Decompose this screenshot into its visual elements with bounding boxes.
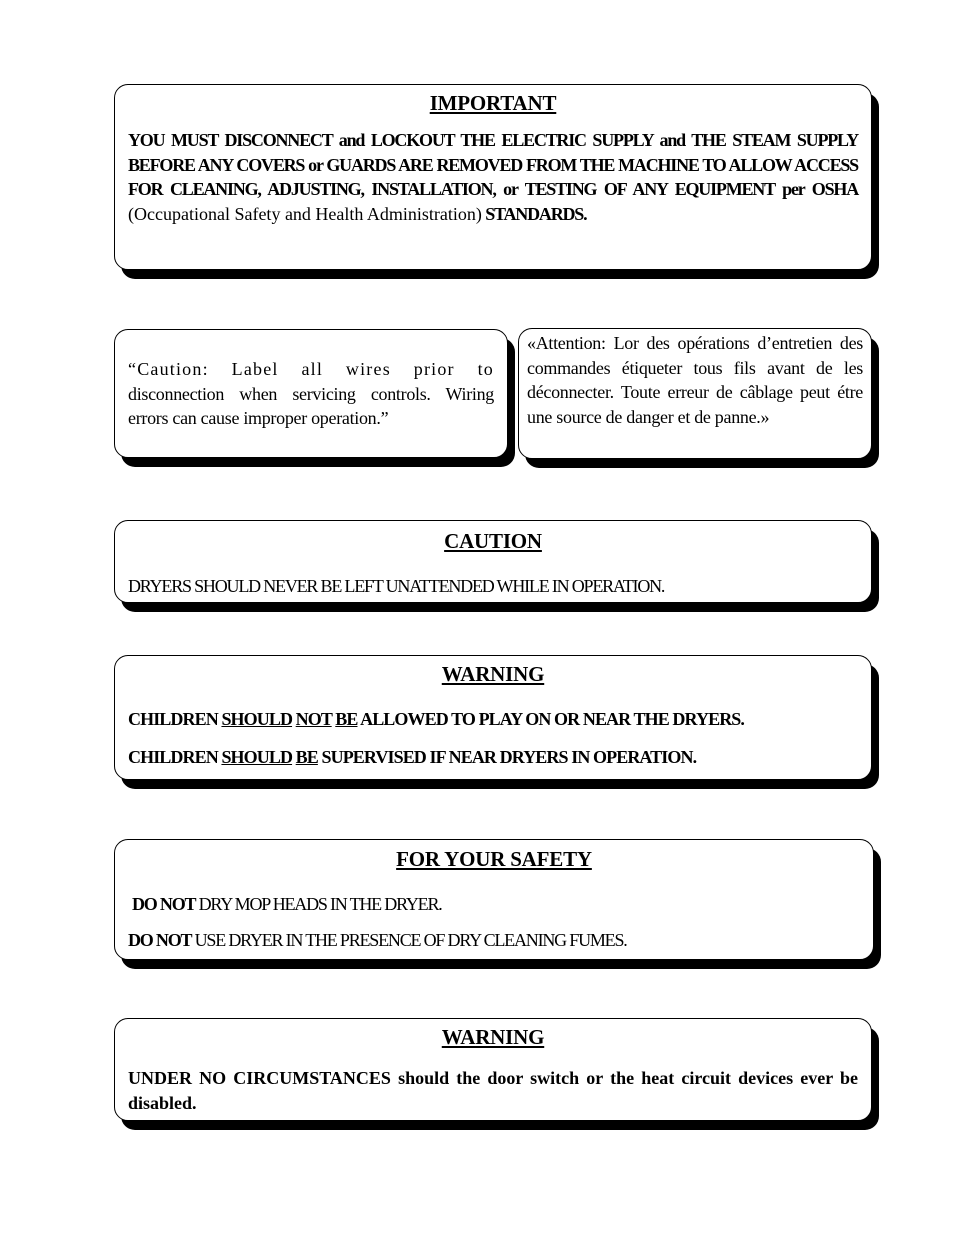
warning-line2-prefix: CHILDREN — [128, 746, 218, 767]
wire-label-caution-rest: disconnection when servicing controls. Wiring errors can cause improper operation.” — [128, 383, 494, 428]
safety-line2 — [128, 928, 860, 953]
wire-label-caution-english-box — [114, 329, 508, 458]
warning-door-box — [114, 1018, 872, 1121]
important-title: IMPORTANT — [429, 91, 557, 115]
warning-door-text: UNDER NO CIRCUMSTANCES should the door switch or the heat circuit devices ever be disabled. — [128, 1068, 858, 1113]
safety-line1-do-not: DO NOT — [132, 894, 196, 914]
important-text — [128, 128, 858, 226]
important-bold-text: YOU MUST DISCONNECT and LOCKOUT THE ELECTRIC SUPPLY and THE STEAM SUPPLY BEFORE ANY COVERS or GUARDS ARE REMOVED FROM THE MACHINE TO ALLOW ACCESS FOR CLEANING, ADJUSTING, INSTALLATION, or TESTING OF ANY EQUIPMENT per OSHA — [128, 130, 858, 199]
wire-label-caution-french-text: «Attention: Lor des opérations d’entretien des commandes étiqueter tous fils avant de les déconnecter. Toute erreur de câblage peut étre une source de danger et de panne.» — [527, 333, 863, 427]
warning-line2-be: BE — [295, 746, 318, 767]
caution-title: CAUTION — [444, 529, 542, 553]
caution-text: DRYERS SHOULD NEVER BE LEFT UNATTENDED WHILE IN OPERATION. — [128, 576, 665, 596]
important-normal-text: (Occupational Safety and Health Administration) — [128, 203, 482, 224]
safety-line2-do-not: DO NOT — [128, 929, 192, 950]
wire-label-caution-english-text — [128, 357, 494, 431]
safety-title: FOR YOUR SAFETY — [396, 847, 592, 871]
warning-line2-should: SHOULD — [221, 746, 293, 767]
wire-label-caution-line1: “Caution: Label all wires prior to — [128, 359, 494, 379]
wire-label-caution-french-box — [518, 328, 872, 459]
warning-children-title: WARNING — [441, 662, 545, 686]
caution-box — [114, 520, 872, 603]
safety-line1 — [128, 892, 860, 917]
important-notice-box — [114, 84, 872, 270]
warning-line1-prefix: CHILDREN — [128, 709, 218, 729]
warning-line1-not: NOT — [295, 709, 332, 729]
safety-line2-text: USE DRYER IN THE PRESENCE OF DRY CLEANING FUMES. — [194, 929, 627, 950]
important-end-text: STANDARDS. — [485, 203, 587, 224]
safety-box — [114, 839, 874, 960]
warning-children-line1 — [128, 707, 858, 732]
safety-line1-text: DRY MOP HEADS IN THE DRYER. — [198, 894, 442, 914]
warning-line1-should: SHOULD — [221, 709, 293, 729]
warning-line1-be: BE — [335, 709, 358, 729]
warning-children-box — [114, 655, 872, 780]
warning-children-line2 — [128, 745, 858, 770]
warning-line1-suffix: ALLOWED TO PLAY ON OR NEAR THE DRYERS. — [360, 709, 745, 729]
warning-line2-suffix: SUPERVISED IF NEAR DRYERS IN OPERATION. — [321, 746, 697, 767]
warning-door-title: WARNING — [441, 1025, 545, 1049]
